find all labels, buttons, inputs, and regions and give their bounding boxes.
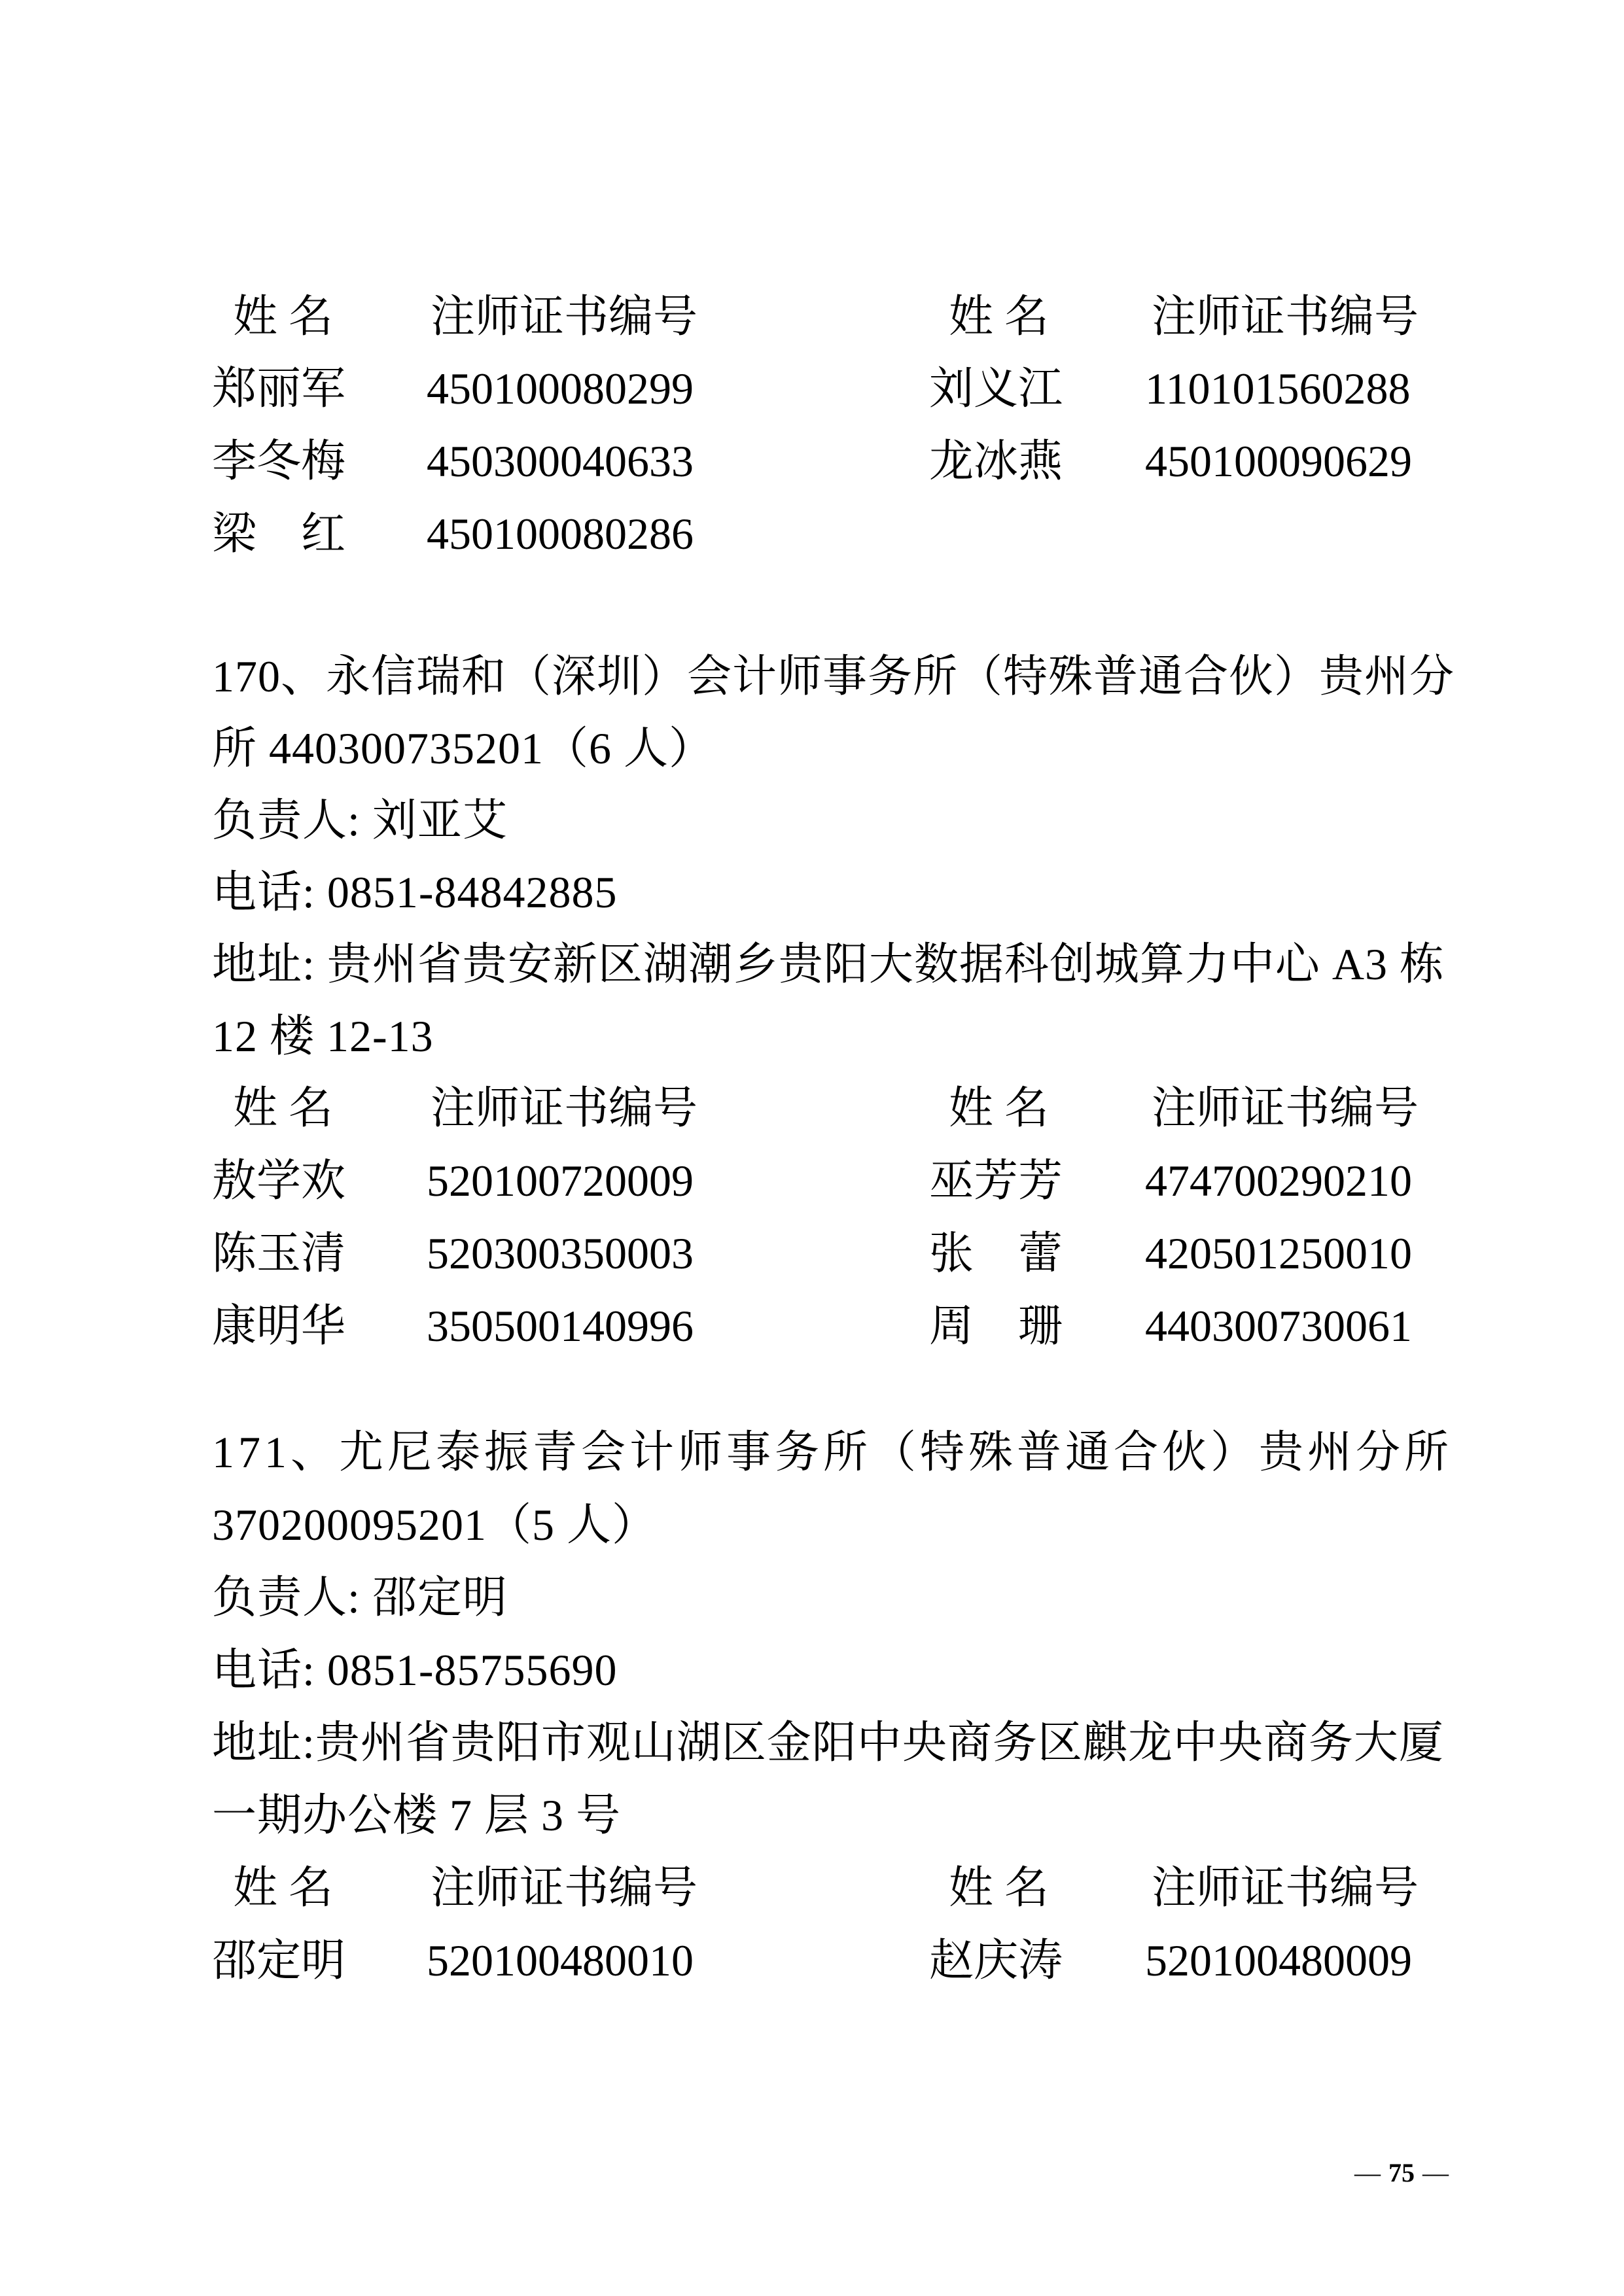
col-header-certno-left: 注师证书编号 bbox=[431, 292, 698, 341]
page-number bbox=[1328, 2134, 1449, 2212]
member-cert-no: 474700290210 bbox=[1145, 1156, 1412, 1206]
section-171-address-line1: 地址:贵州省贵阳市观山湖区金阳中央商务区麒龙中央商务大厦 bbox=[212, 1718, 1444, 1767]
member-cert-no: 520100480009 bbox=[1145, 1936, 1412, 1985]
section-171-leader: 负责人: 邵定明 bbox=[212, 1573, 508, 1622]
col-header-name-left: 姓 名 bbox=[233, 292, 334, 341]
page-number-dash-left: — bbox=[1354, 2158, 1381, 2187]
section-170-title-line1: 170、永信瑞和（深圳）会计师事务所（特殊普通合伙）贵州分 bbox=[212, 652, 1455, 701]
member-name: 邵定明 bbox=[212, 1936, 346, 1985]
member-name: 敖学欢 bbox=[212, 1156, 346, 1206]
member-name: 赵庆涛 bbox=[929, 1936, 1063, 1985]
col-header-certno-left: 注师证书编号 bbox=[431, 1083, 698, 1133]
col-header-name-left: 姓 名 bbox=[233, 1083, 334, 1133]
section-171-phone: 电话: 0851-85755690 bbox=[212, 1645, 618, 1695]
member-cert-no: 450100080286 bbox=[427, 509, 694, 559]
section-170-address-line2: 12 楼 12-13 bbox=[212, 1011, 434, 1061]
section-170-title-line2: 所 440300735201（6 人） bbox=[212, 723, 715, 773]
member-cert-no: 110101560288 bbox=[1145, 364, 1411, 413]
member-name: 康明华 bbox=[212, 1301, 346, 1351]
col-header-certno-right: 注师证书编号 bbox=[1152, 292, 1419, 341]
member-row bbox=[0, 509, 1624, 570]
col-header-name-right: 姓 名 bbox=[949, 292, 1050, 341]
roster-header-row bbox=[0, 294, 1624, 353]
member-name: 李冬梅 bbox=[212, 436, 346, 486]
section-171-title-line1: 171、尤尼泰振青会计师事务所（特殊普通合伙）贵州分所 bbox=[212, 1427, 1453, 1477]
member-cert-no: 520300350003 bbox=[427, 1228, 694, 1278]
member-cert-no: 450100090629 bbox=[1145, 436, 1412, 486]
member-name: 梁 红 bbox=[212, 509, 346, 559]
member-cert-no: 520100480010 bbox=[427, 1936, 694, 1985]
col-header-name-left: 姓 名 bbox=[233, 1863, 334, 1913]
section-170-phone: 电话: 0851-84842885 bbox=[212, 867, 618, 917]
member-name: 巫芳芳 bbox=[929, 1156, 1063, 1206]
member-name: 龙冰燕 bbox=[929, 436, 1063, 486]
member-name: 陈玉清 bbox=[212, 1228, 346, 1278]
member-cert-no: 350500140996 bbox=[427, 1301, 694, 1351]
section-171-address-line2: 一期办公楼 7 层 3 号 bbox=[212, 1790, 622, 1840]
page-number-value: 75 bbox=[1388, 2158, 1415, 2187]
member-name: 刘义江 bbox=[929, 364, 1063, 413]
section-170-address-line1: 地址: 贵州省贵安新区湖潮乡贵阳大数据科创城算力中心 A3 栋 bbox=[212, 939, 1445, 989]
page-number-dash-right: — bbox=[1422, 2158, 1449, 2187]
member-cert-no: 450300040633 bbox=[427, 436, 694, 486]
member-row bbox=[0, 1938, 1624, 1997]
col-header-name-right: 姓 名 bbox=[949, 1863, 1050, 1913]
col-header-name-right: 姓 名 bbox=[949, 1083, 1050, 1133]
col-header-certno-right: 注师证书编号 bbox=[1152, 1863, 1419, 1913]
roster-header-row bbox=[0, 1863, 1624, 1924]
member-row bbox=[0, 1301, 1624, 1363]
member-cert-no: 420501250010 bbox=[1145, 1228, 1412, 1278]
member-cert-no: 520100720009 bbox=[427, 1156, 694, 1206]
member-cert-no: 440300730061 bbox=[1145, 1301, 1412, 1351]
section-171-title-line2: 370200095201（5 人） bbox=[212, 1500, 658, 1550]
roster-header-row bbox=[0, 1083, 1624, 1145]
member-row bbox=[0, 366, 1624, 425]
member-row bbox=[0, 1158, 1624, 1217]
member-cert-no: 450100080299 bbox=[427, 364, 694, 413]
col-header-certno-right: 注师证书编号 bbox=[1152, 1083, 1419, 1133]
member-row bbox=[0, 436, 1624, 498]
section-170-leader: 负责人: 刘亚艾 bbox=[212, 795, 508, 845]
member-name: 张 蕾 bbox=[929, 1228, 1063, 1278]
member-name: 郑丽军 bbox=[212, 364, 346, 413]
col-header-certno-left: 注师证书编号 bbox=[431, 1863, 698, 1913]
member-name: 周 珊 bbox=[929, 1301, 1063, 1351]
member-row bbox=[0, 1228, 1624, 1290]
